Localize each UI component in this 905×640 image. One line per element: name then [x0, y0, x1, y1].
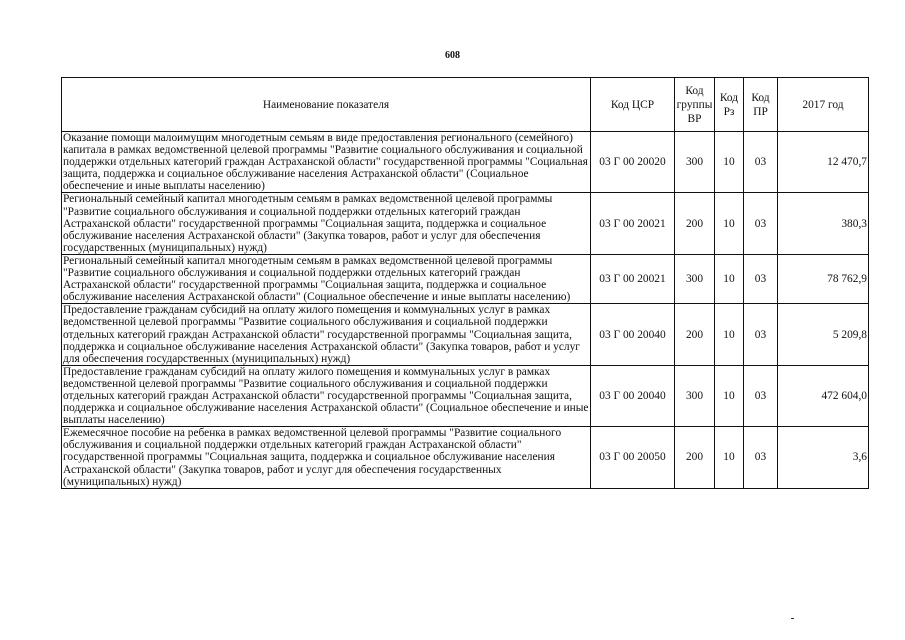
row-rz-code: 10 — [715, 304, 744, 365]
table-row — [62, 193, 869, 254]
table-row — [62, 304, 869, 365]
row-amount: 12 470,7 — [778, 132, 869, 193]
row-rz-code: 10 — [715, 132, 744, 193]
row-name: Предоставление гражданам субсидий на оплату жилого помещения и коммунальных услуг в рамках ведомственной целевой программы "Развитие социального обслуживания и социальной поддержки отдельных категорий граждан Астраханской области" государственной программы "Социальная защита, поддержка и социальное обслуживание населения Астраханской области" (Закупка товаров, работ и услуг для обеспечения государственных (муниципальных) нужд) — [62, 304, 591, 365]
row-amount: 380,3 — [778, 193, 869, 254]
row-vr-code: 300 — [675, 365, 715, 426]
row-csr-code: 03 Г 00 20040 — [591, 365, 675, 426]
table-row — [62, 254, 869, 303]
header-pr: Код ПР — [744, 78, 778, 132]
page-number: 608 — [445, 50, 460, 61]
row-rz-code: 10 — [715, 365, 744, 426]
row-pr-code: 03 — [744, 427, 778, 488]
row-csr-code: 03 Г 00 20040 — [591, 304, 675, 365]
row-vr-code: 300 — [675, 254, 715, 303]
row-name: Предоставление гражданам субсидий на оплату жилого помещения и коммунальных услуг в рамках ведомственной целевой программы "Развитие социального обслуживания и социальной поддержки отдельных категорий граждан Астраханской области" государственной программы "Социальная защита, поддержка и социальное обслуживание населения Астраханской области" (Социальное обеспечение и иные выплаты населению) — [63, 365, 589, 427]
table-row — [62, 427, 869, 488]
table-row — [62, 365, 869, 426]
row-csr-code: 03 Г 00 20050 — [591, 427, 675, 488]
row-csr-code: 03 Г 00 20021 — [591, 254, 675, 303]
row-vr-code: 300 — [675, 132, 715, 193]
row-name: Ежемесячное пособие на ребенка в рамках ведомственной целевой программы "Развитие социального обслуживания и социальной поддержки отдельных категорий граждан Астраханской области" государственной программы "Социальная защита, поддержка и социальное обслуживание населения Астраханской области" (Закупка товаров, работ и услуг для обеспечения государственных (муниципальных) нужд) — [62, 427, 591, 488]
row-vr-code: 200 — [675, 427, 715, 488]
header-name: Наименование показателя — [62, 78, 591, 132]
header-year: 2017 год — [778, 78, 869, 132]
row-vr-code: 200 — [675, 304, 715, 365]
row-pr-code: 03 — [744, 304, 778, 365]
header-csr: Код ЦСР — [591, 78, 675, 132]
row-csr-code: 03 Г 00 20021 — [591, 193, 675, 254]
row-vr-code: 200 — [675, 193, 715, 254]
row-amount: 3,6 — [778, 427, 869, 488]
header-rz: Код Рз — [715, 78, 744, 132]
row-amount: 5 209,8 — [778, 304, 869, 365]
row-rz-code: 10 — [715, 254, 744, 303]
row-csr-code: 03 Г 00 20020 — [591, 132, 675, 193]
row-amount: 472 604,0 — [778, 365, 869, 426]
header-row — [62, 78, 869, 132]
row-pr-code: 03 — [744, 193, 778, 254]
table-row — [62, 132, 869, 193]
row-pr-code: 03 — [744, 254, 778, 303]
row-name: Региональный семейный капитал многодетным семьям в рамках ведомственной целевой программы "Развитие социального обслуживания и социальной поддержки отдельных категорий граждан Астраханской области" государственной программы "Социальная защита, поддержка и социальное обслуживание населения Астраханской области" (Социальное обеспечение и иные выплаты населению) — [62, 254, 591, 303]
row-pr-code: 03 — [744, 132, 778, 193]
row-rz-code: 10 — [715, 193, 744, 254]
scan-artifact-mark — [791, 618, 794, 619]
row-pr-code: 03 — [744, 365, 778, 426]
header-vr: Код группы ВР — [675, 78, 715, 132]
row-name: Региональный семейный капитал многодетным семьям в рамках ведомственной целевой программы "Развитие социального обслуживания и социальной поддержки отдельных категорий граждан Астраханской области" государственной программы "Социальная защита, поддержка и социальное обслуживание населения Астраханской области" (Закупка товаров, работ и услуг для обеспечения государственных (муниципальных) нужд) — [62, 193, 591, 254]
row-amount: 78 762,9 — [778, 254, 869, 303]
row-rz-code: 10 — [715, 427, 744, 488]
budget-table — [61, 77, 869, 489]
row-name: Оказание помощи малоимущим многодетным семьям в виде предоставления регионального (семейного) капитала в рамках ведомственной целевой программы "Развитие социального обслуживания и социальной поддержки отдельных категорий граждан Астраханской области" государственной программы "Социальная защита, поддержка и социальное обслуживание населения Астраханской области" (Социальное обеспечение и иные выплаты населению) — [62, 132, 591, 193]
